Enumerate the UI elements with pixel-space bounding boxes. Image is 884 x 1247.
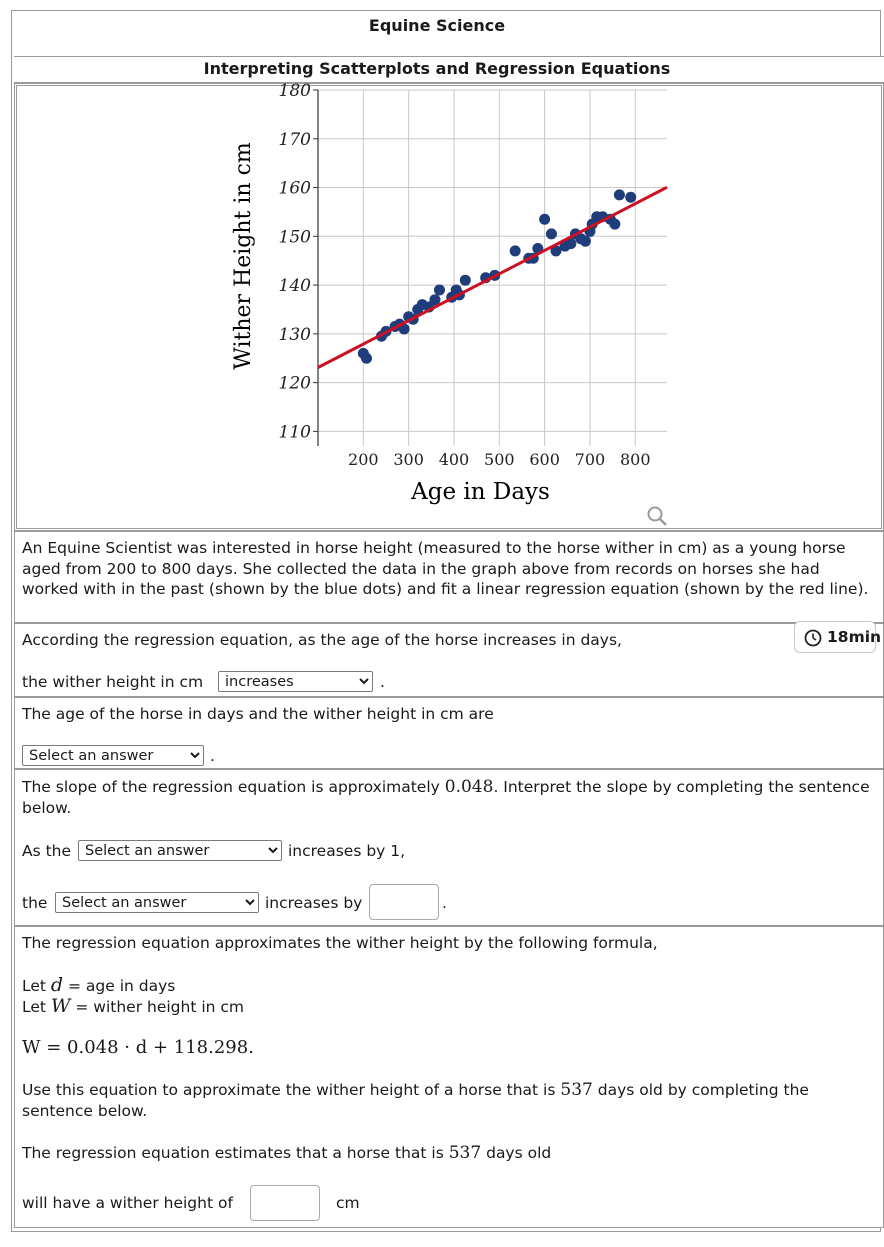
part4-est-a: The regression equation estimates that a horse that is — [22, 1144, 449, 1162]
let-w-line — [22, 996, 872, 1018]
data-point — [510, 245, 521, 256]
part3-period: . — [442, 894, 447, 912]
scatter-chart — [225, 81, 685, 506]
x-tick-label: 300 — [393, 450, 424, 469]
regression-formula: W = 0.048 · d + 118.298. — [22, 1037, 254, 1058]
x-tick-label: 800 — [619, 450, 651, 469]
intro-text: An Equine Scientist was interested in horse height (measured to the horse wither in cm) as a young horse aged from 200 to 800 days. She collected the data in the graph above from records on horses she had worked with in the past (shown by the blue dots) and fit a linear regression equation (shown by the red line). — [22, 539, 869, 598]
part3-the: the — [22, 894, 48, 912]
x-tick-label: 200 — [348, 450, 379, 469]
part3-prompt-a: The slope of the regression equation is approximately — [22, 778, 445, 796]
part3-increases-by: increases by — [265, 894, 363, 912]
part4-use-text — [22, 1080, 872, 1121]
data-point — [546, 228, 557, 239]
let-d-prefix: Let — [22, 977, 51, 995]
y-tick-label: 170 — [278, 129, 311, 150]
part2-period: . — [210, 747, 215, 765]
part2-select[interactable] — [22, 745, 204, 766]
y-tick-label: 130 — [278, 324, 311, 345]
magnify-icon[interactable] — [646, 505, 668, 527]
let-w-prefix: Let — [22, 998, 51, 1016]
y-axis-label: Wither Height in cm — [231, 142, 256, 370]
part4-est-days: 537 — [448, 1143, 482, 1163]
part1-prompt: According the regression equation, as the age of the horse increases in days, — [22, 631, 622, 649]
timer-text: 18min — [827, 628, 882, 646]
page-subtitle: Interpreting Scatterplots and Regression Equations — [203, 59, 671, 78]
y-tick-label: 160 — [278, 178, 311, 199]
data-point — [609, 219, 620, 230]
part1-select[interactable] — [218, 671, 373, 692]
clock-icon — [804, 629, 822, 647]
y-tick-label: 110 — [278, 422, 311, 443]
part3-increases-by-1: increases by 1, — [288, 842, 406, 860]
y-tick-label: 140 — [278, 276, 311, 297]
part4-estimate-text — [22, 1143, 872, 1164]
chart-grid — [318, 90, 667, 446]
part4-use-a: Use this equation to approximate the wither height of a horse that is — [22, 1081, 561, 1099]
timer-badge — [794, 621, 882, 653]
part3-select-variable-2[interactable] — [55, 892, 259, 913]
x-tick-label: 700 — [574, 450, 606, 469]
data-point — [614, 189, 625, 200]
y-tick-label: 180 — [278, 81, 311, 101]
data-point — [434, 284, 445, 295]
part3-prompt — [22, 777, 872, 818]
part3-select-variable-1[interactable] — [78, 840, 282, 861]
let-w-suffix: = wither height in cm — [70, 998, 245, 1016]
regression-line — [318, 187, 667, 367]
part3-prompt-b: . Interpret the slope by completing the sentence below. — [22, 778, 870, 817]
let-d-line — [22, 975, 872, 997]
data-point — [580, 236, 591, 247]
y-tick-label: 150 — [278, 227, 311, 248]
var-w: W — [50, 995, 71, 1017]
page-title: Equine Science — [368, 16, 506, 35]
part4-unit: cm — [336, 1194, 360, 1212]
data-point — [460, 275, 471, 286]
part4-box — [14, 926, 884, 1228]
height-answer-input[interactable] — [250, 1185, 320, 1221]
part1-sentence: the wither height in cm — [22, 673, 204, 691]
part4-will-have: will have a wither height of — [22, 1194, 233, 1212]
part3-as-the: As the — [22, 842, 72, 860]
var-d: d — [50, 974, 64, 996]
y-tick-label: 120 — [278, 373, 311, 394]
x-tick-label: 400 — [438, 450, 470, 469]
data-point — [539, 214, 550, 225]
x-tick-label: 600 — [529, 450, 560, 469]
part4-prompt: The regression equation approximates the wither height by the following formula, — [22, 934, 658, 952]
slope-answer-input[interactable] — [369, 884, 439, 920]
data-point — [625, 192, 636, 203]
part4-est-b: days old — [481, 1144, 552, 1162]
part4-days: 537 — [560, 1080, 593, 1100]
x-axis-label: Age in Days — [411, 479, 550, 505]
x-tick-label: 500 — [484, 450, 515, 469]
data-point — [361, 353, 372, 364]
part4-use-b: days old by completing the sentence below. — [22, 1081, 809, 1120]
part2-prompt: The age of the horse in days and the wither height in cm are — [22, 705, 494, 723]
part3-slope: 0.048 — [444, 777, 494, 797]
part1-period: . — [380, 673, 385, 691]
let-d-suffix: = age in days — [63, 977, 176, 995]
